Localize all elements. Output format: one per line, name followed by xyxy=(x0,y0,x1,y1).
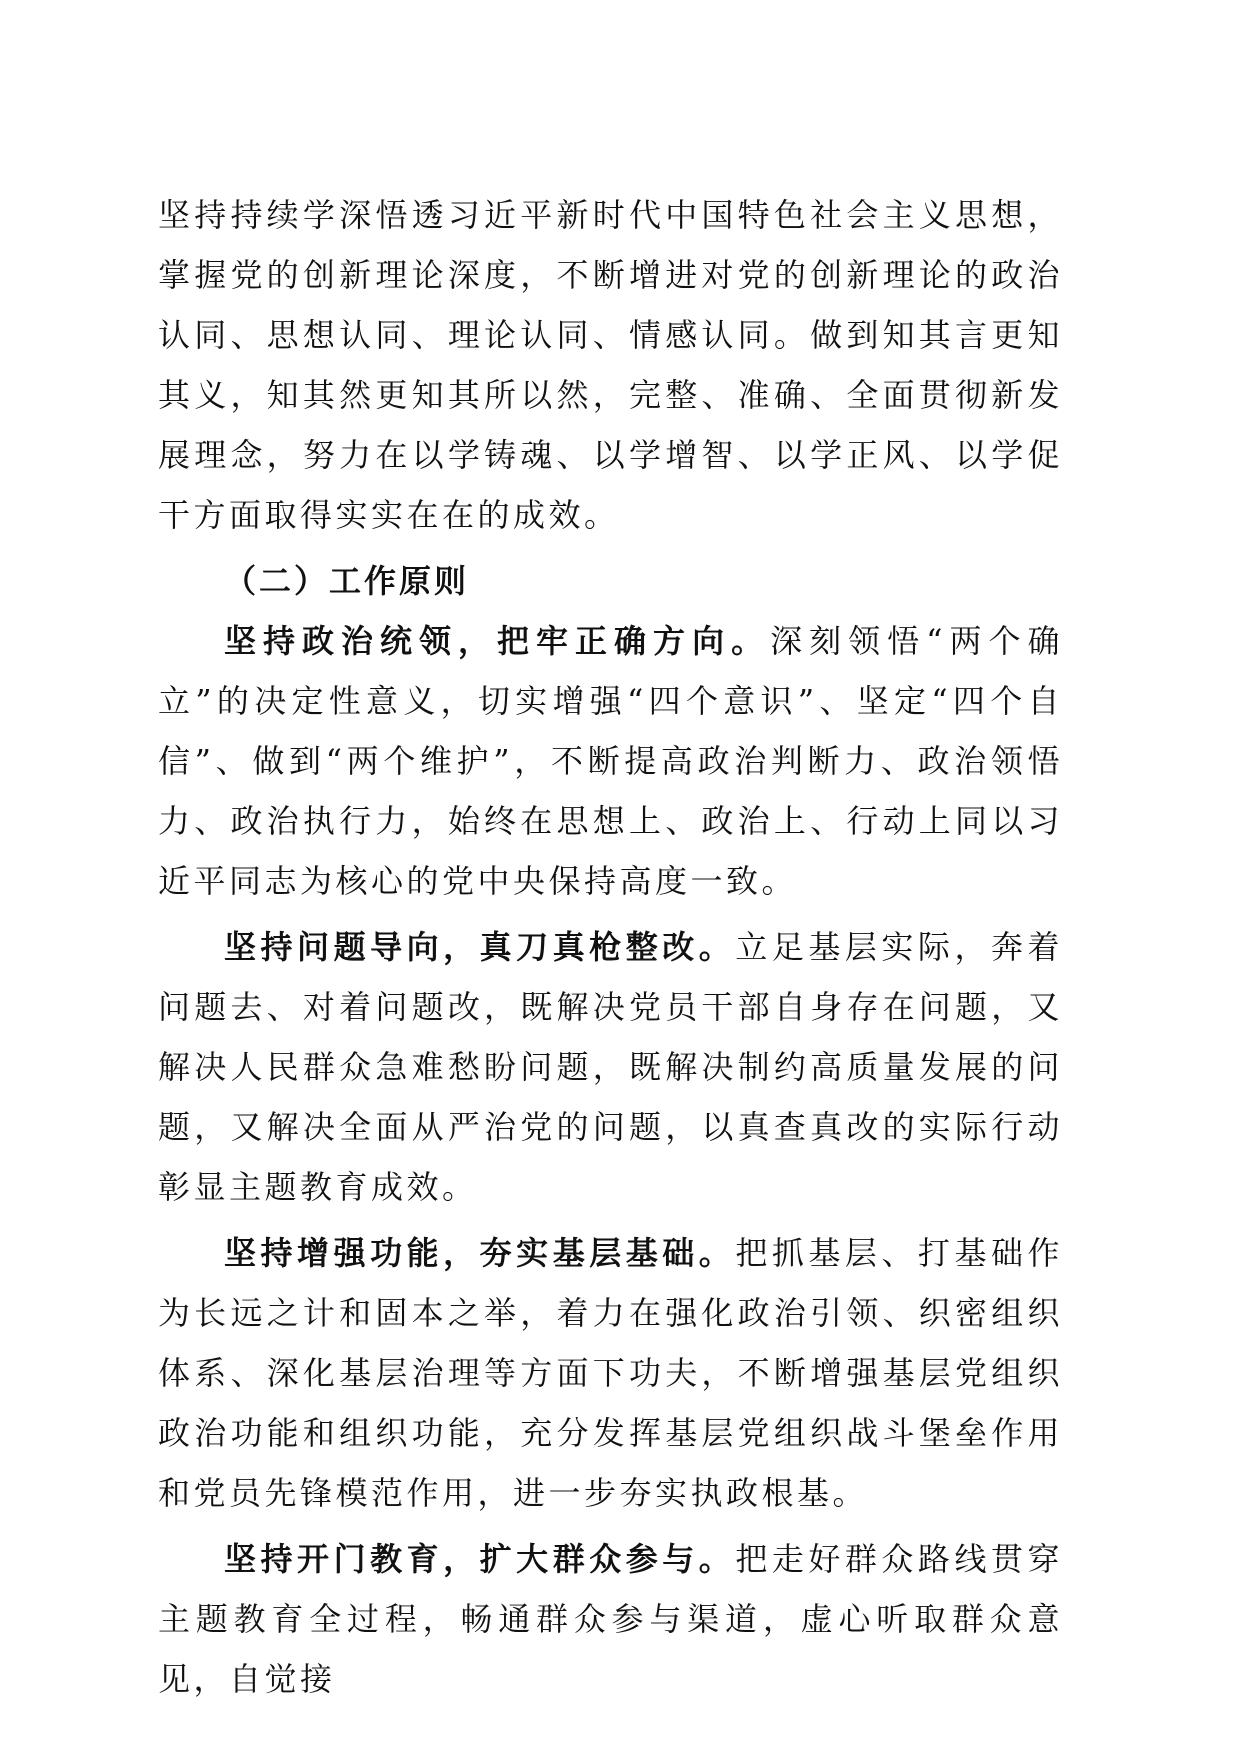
section-heading: （二）工作原则 xyxy=(224,562,470,600)
principle-paragraph-open xyxy=(158,1529,1063,1709)
intro-paragraph: 坚持持续学深悟透习近平新时代中国特色社会主义思想，掌握党的创新理论深度，不断增进对党的创新理论的政治认同、思想认同、理论认同、情感认同。做到知其言更知其义，知其然更知其所以然，完整、准确、全面贯彻新发展理念，努力在以学铸魂、以学增智、以学正风、以学促干方面取得实实在在的成效。 xyxy=(158,196,1063,534)
principle-body: 把走好群众路线贯穿主题教育全过程，畅通群众参与渠道，虚心听取群众意见，自觉接 xyxy=(158,1540,1063,1698)
principle-lead: 坚持政治统领，把牢正确方向。 xyxy=(224,622,771,660)
principle-body: 深刻领悟“两个确立”的决定性意义，切实增强“四个意识”、坚定“四个自信”、做到“两个维护”，不断提高政治判断力、政治领悟力、政治执行力，始终在思想上、政治上、行动上同以习近平同志为核心的党中央保持高度一致。 xyxy=(158,622,1063,900)
principle-paragraph-political xyxy=(158,611,1063,911)
principle-paragraph-problem xyxy=(158,917,1063,1217)
principle-lead: 坚持问题导向，真刀真枪整改。 xyxy=(224,928,736,966)
principle-lead: 坚持增强功能，夯实基层基础。 xyxy=(224,1234,736,1272)
principle-body: 把抓基层、打基础作为长远之计和固本之举，着力在强化政治引领、织密组织体系、深化基层治理等方面下功夫，不断增强基层党组织政治功能和组织功能，充分发挥基层党组织战斗堡垒作用和党员先锋模范作用，进一步夯实执政根基。 xyxy=(158,1234,1063,1512)
document-page xyxy=(158,185,1063,1709)
principle-body: 立足基层实际，奔着问题去、对着问题改，既解决党员干部自身存在问题，又解决人民群众急难愁盼问题，既解决制约高质量发展的问题，又解决全面从严治党的问题，以真查真改的实际行动彰显主题教育成效。 xyxy=(158,928,1063,1206)
principle-lead: 坚持开门教育，扩大群众参与。 xyxy=(224,1540,736,1578)
principle-paragraph-function xyxy=(158,1223,1063,1523)
